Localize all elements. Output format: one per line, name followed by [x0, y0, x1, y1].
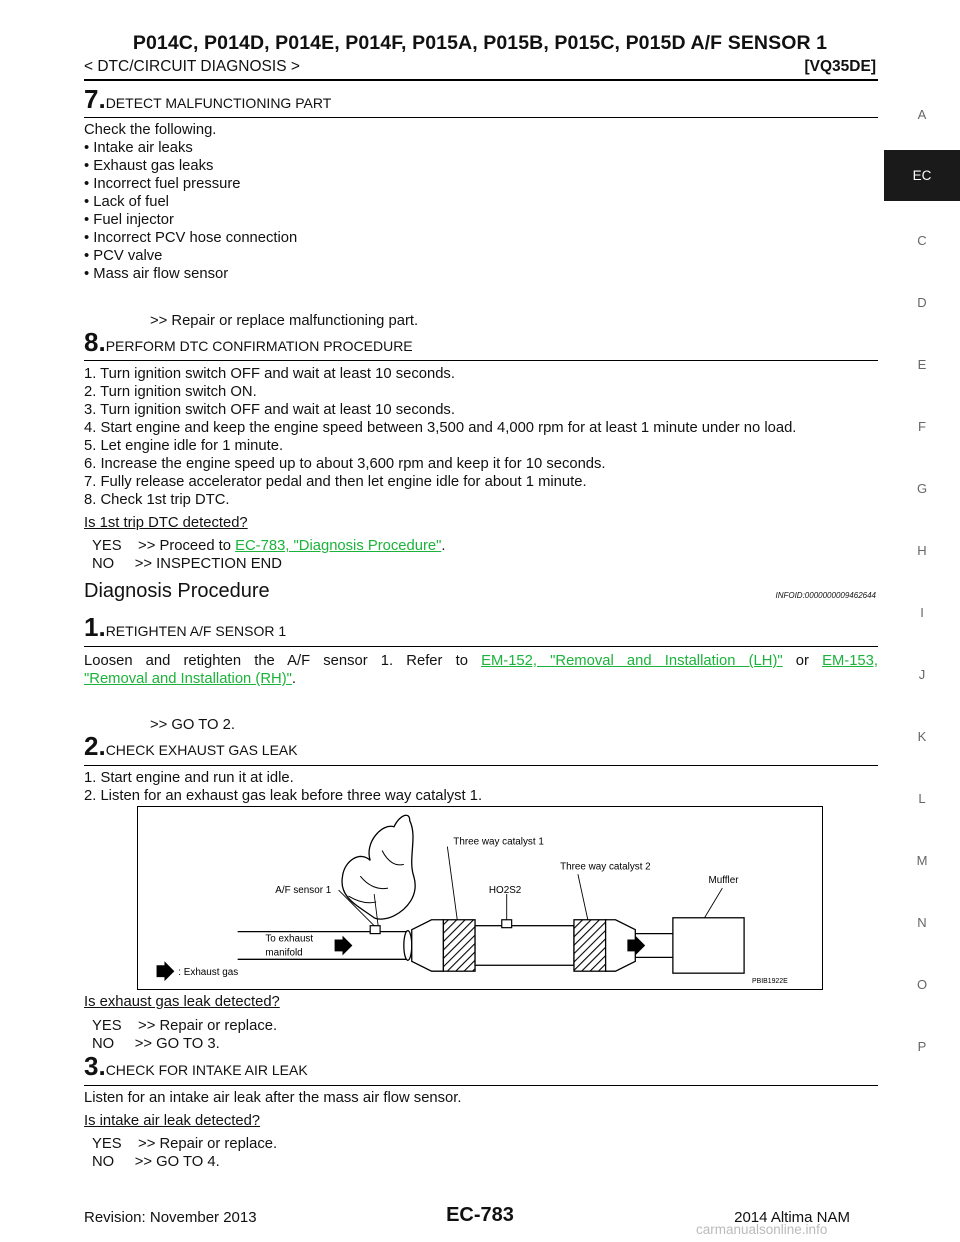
- list-item: • Incorrect PCV hose connection: [84, 230, 298, 246]
- list-item: 1. Start engine and run it at idle.: [84, 770, 294, 786]
- tab-n[interactable]: N: [917, 915, 927, 930]
- tab-h[interactable]: H: [917, 543, 927, 558]
- step-1-text-cont: "Removal and Installation (RH)".: [84, 671, 297, 687]
- step-rule: [84, 765, 878, 766]
- step-rule: [84, 1085, 878, 1086]
- tab-j[interactable]: J: [918, 667, 926, 682]
- step-2-no: NO >> GO TO 3.: [92, 1036, 220, 1052]
- tab-p[interactable]: P: [917, 1039, 927, 1054]
- list-item: • Fuel injector: [84, 212, 174, 228]
- step-3-no: NO >> GO TO 4.: [92, 1154, 220, 1170]
- page-title: P014C, P014D, P014E, P014F, P015A, P015B, P015C, P015D A/F SENSOR 1: [132, 32, 828, 54]
- list-item: 2. Listen for an exhaust gas leak before three way catalyst 1.: [84, 788, 483, 804]
- info-id: INFOID:0000000009462644: [775, 591, 876, 600]
- list-item: 4. Start engine and keep the engine speed between 3,500 and 4,000 rpm for at least 1 minute under no load.: [84, 420, 797, 436]
- tab-m[interactable]: M: [916, 853, 928, 868]
- tab-i[interactable]: I: [920, 605, 924, 620]
- em-153-link[interactable]: EM-153,: [822, 653, 878, 669]
- list-item: • PCV valve: [84, 248, 163, 264]
- exhaust-system-diagram: [137, 806, 823, 990]
- list-item: • Incorrect fuel pressure: [84, 176, 241, 192]
- section-title: Diagnosis Procedure: [84, 580, 270, 602]
- tab-o[interactable]: O: [916, 977, 928, 992]
- step-1-text: Loosen and retighten the A/F sensor 1. Refer to EM-152, "Removal and Installation (LH)" or EM-153,: [84, 653, 878, 669]
- list-item: 8. Check 1st trip DTC.: [84, 492, 230, 508]
- step-1-heading: 1.RETIGHTEN A/F SENSOR 1: [84, 612, 287, 642]
- step-8-question: Is 1st trip DTC detected?: [84, 515, 248, 531]
- tab-e[interactable]: E: [917, 357, 927, 372]
- tab-l[interactable]: L: [918, 791, 926, 806]
- list-item: • Exhaust gas leaks: [84, 158, 214, 174]
- step-7-result: >> Repair or replace malfunctioning part.: [150, 313, 419, 329]
- page-number: EC-783: [446, 1204, 514, 1226]
- step-3-yes: YES >> Repair or replace.: [92, 1136, 278, 1152]
- gas-arrow-icon: [157, 961, 175, 981]
- step-8-no: NO >> INSPECTION END: [92, 556, 282, 572]
- figure-code: PBIB1922E: [752, 978, 788, 986]
- step-7-intro: Check the following.: [84, 122, 217, 138]
- list-item: 2. Turn ignition switch ON.: [84, 384, 257, 400]
- step-2-yes: YES >> Repair or replace.: [92, 1018, 278, 1034]
- step-3-text: Listen for an intake air leak after the mass air flow sensor.: [84, 1090, 462, 1106]
- list-item: 5. Let engine idle for 1 minute.: [84, 438, 284, 454]
- list-item: • Lack of fuel: [84, 194, 169, 210]
- gas-arrow-icon: [335, 936, 353, 956]
- diagnosis-procedure-link[interactable]: EC-783, "Diagnosis Procedure": [235, 538, 442, 554]
- list-item: 7. Fully release accelerator pedal and then let engine idle for about 1 minute.: [84, 474, 587, 490]
- step-3-heading: 3.CHECK FOR INTAKE AIR LEAK: [84, 1051, 308, 1081]
- em-152-link[interactable]: EM-152, "Removal and Installation (LH)": [481, 653, 783, 669]
- tab-a[interactable]: A: [917, 107, 927, 122]
- label-legend: : Exhaust gas: [178, 967, 239, 979]
- label-to-exhaust: To exhaust: [265, 933, 314, 945]
- list-item: • Mass air flow sensor: [84, 266, 229, 282]
- header-rule: [84, 79, 878, 81]
- list-item: • Intake air leaks: [84, 140, 193, 156]
- em-153-link-cont[interactable]: "Removal and Installation (RH)": [84, 671, 292, 687]
- revision-date: Revision: November 2013: [84, 1209, 257, 1226]
- watermark: carmanualsonline.info: [696, 1222, 828, 1237]
- step-7-heading: 7.DETECT MALFUNCTIONING PART: [84, 84, 332, 114]
- vehicle-model: 2014 Altima NAM: [734, 1209, 850, 1226]
- step-8-heading: 8.PERFORM DTC CONFIRMATION PROCEDURE: [84, 327, 413, 357]
- step-2-question: Is exhaust gas leak detected?: [84, 994, 280, 1010]
- tab-d[interactable]: D: [917, 295, 927, 310]
- step-3-question: Is intake air leak detected?: [84, 1113, 261, 1129]
- label-af-sensor: A/F sensor 1: [275, 885, 332, 897]
- tab-c[interactable]: C: [917, 233, 927, 248]
- breadcrumb: < DTC/CIRCUIT DIAGNOSIS >: [84, 58, 300, 75]
- step-8-yes: YES >> Proceed to EC-783, "Diagnosis Procedure".: [92, 538, 446, 554]
- label-cat2: Three way catalyst 2: [560, 861, 651, 873]
- label-cat1: Three way catalyst 1: [453, 836, 544, 848]
- tab-k[interactable]: K: [917, 729, 927, 744]
- label-muffler: Muffler: [708, 875, 739, 887]
- list-item: 6. Increase the engine speed up to about 3,600 rpm and keep it for 10 seconds.: [84, 456, 606, 472]
- exhaust-smoke-icon: [342, 815, 415, 919]
- label-ho2s2: HO2S2: [488, 885, 522, 897]
- tab-ec[interactable]: EC: [884, 150, 960, 201]
- model-code: [VQ35DE]: [804, 58, 876, 75]
- list-item: 1. Turn ignition switch OFF and wait at least 10 seconds.: [84, 366, 455, 382]
- step-1-result: >> GO TO 2.: [150, 717, 235, 733]
- step-rule: [84, 646, 878, 647]
- label-manifold: manifold: [265, 947, 303, 959]
- step-2-heading: 2.CHECK EXHAUST GAS LEAK: [84, 731, 298, 761]
- step-rule: [84, 360, 878, 361]
- tab-f[interactable]: F: [918, 419, 926, 434]
- step-rule: [84, 117, 878, 118]
- list-item: 3. Turn ignition switch OFF and wait at least 10 seconds.: [84, 402, 455, 418]
- tab-g[interactable]: G: [916, 481, 928, 496]
